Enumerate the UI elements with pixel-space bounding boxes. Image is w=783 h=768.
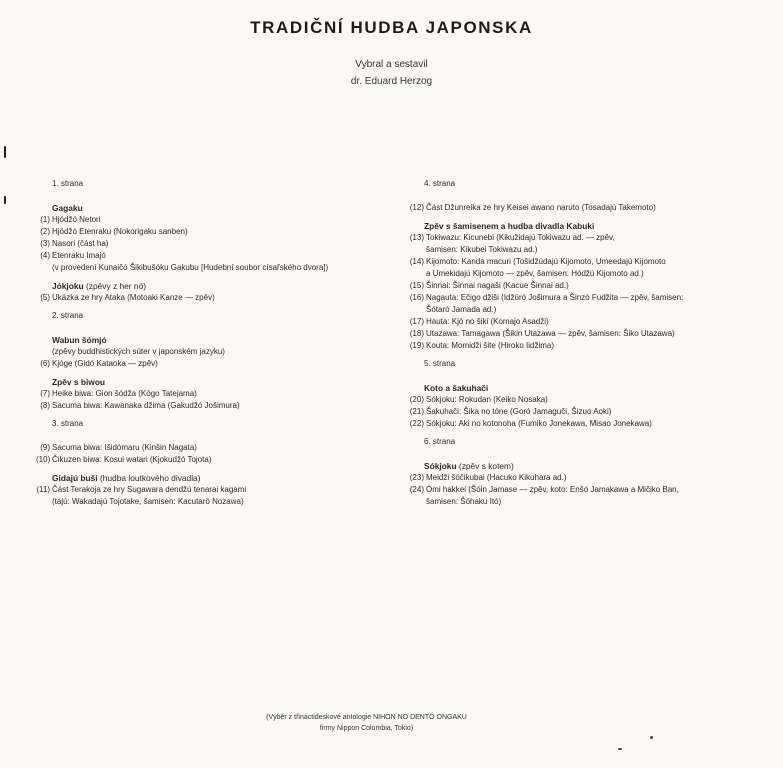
track-text: Kijomoto: Kanda macuri (Tošidžúdajú Kijomoto, Umeedajú Kijomoto xyxy=(426,257,666,266)
track-item xyxy=(36,292,386,304)
track-item xyxy=(408,232,748,244)
track-number: (10) xyxy=(36,455,51,464)
track-text: (zpěvy buddhistických súter v japonském jazyku) xyxy=(52,347,225,356)
page-title: TRADIČNÍ HUDBA JAPONSKA xyxy=(250,18,533,37)
track-text: Ómi hakkei (Šóin Jamase — zpěv, koto: Enšó Jamakawa a Mičiko Ban, xyxy=(426,485,679,494)
track-section xyxy=(36,334,386,370)
track-text: Ukázka ze hry Ataka (Motoaki Kanze — zpěv) xyxy=(52,293,215,302)
section-heading-title: Sókjoku xyxy=(424,461,457,471)
crop-mark xyxy=(4,196,6,204)
track-number: (14) xyxy=(409,257,424,266)
track-item xyxy=(408,256,748,268)
track-item xyxy=(36,250,386,262)
track-text: šamisen: Kikubei Tokiwazu ad.) xyxy=(426,245,538,254)
track-number: (1) xyxy=(40,215,50,224)
track-number: (17) xyxy=(409,317,424,326)
track-item xyxy=(36,226,386,238)
record-side-label: 3. strana xyxy=(52,419,84,428)
section-heading xyxy=(424,220,748,232)
section-heading xyxy=(52,334,386,346)
track-text: Kouta: Momidži šite (Hiroko Iidžima) xyxy=(426,341,555,350)
track-number: (7) xyxy=(40,389,50,398)
track-item xyxy=(408,316,748,328)
section-heading-title: Koto a šakuhači xyxy=(424,383,489,393)
section-heading xyxy=(424,460,748,472)
track-number: (18) xyxy=(409,329,424,338)
track-number: (4) xyxy=(40,251,50,260)
section-heading xyxy=(52,280,386,292)
track-section xyxy=(36,376,386,412)
track-item xyxy=(36,262,386,274)
track-number: (16) xyxy=(409,293,424,302)
track-text: Hjódžó Netori xyxy=(52,215,101,224)
track-number: (9) xyxy=(40,443,50,452)
track-text: Heike biwa: Gion šódža (Kógo Tatejama) xyxy=(52,389,197,398)
record-side-label: 5. strana xyxy=(424,359,456,368)
track-item xyxy=(36,484,386,496)
track-item xyxy=(408,394,748,406)
section-heading-title: Wabun šómjó xyxy=(52,335,107,345)
track-item xyxy=(408,280,748,292)
record-side-label: 4. strana xyxy=(424,179,456,188)
track-number: (23) xyxy=(409,473,424,482)
section-heading-title: Zpěv s šamisenem a hudba divadla Kabuki xyxy=(424,221,595,231)
track-number xyxy=(36,496,52,508)
track-number: (24) xyxy=(409,485,424,494)
track-text: Etenraku Imajó xyxy=(52,251,106,260)
track-number: (12) xyxy=(409,203,424,212)
track-item xyxy=(408,418,748,430)
section-heading-title: Jókjoku xyxy=(52,281,84,291)
track-item xyxy=(36,442,386,454)
track-text: Sókjoku: Rokudan (Keiko Nosaka) xyxy=(426,395,548,404)
track-section xyxy=(36,442,386,466)
track-text: Část Terakoja ze hry Sugawara dendžú tenarai kagami xyxy=(52,485,247,494)
track-number: (19) xyxy=(409,341,424,350)
track-section xyxy=(408,460,748,508)
track-item xyxy=(408,484,748,496)
track-number: (5) xyxy=(40,293,50,302)
track-text: Nagauta: Ečigo džiši (Idžúró Jošimura a Šinzó Fudžita — zpěv, šamisen: xyxy=(426,293,684,302)
track-item xyxy=(408,328,748,340)
track-section xyxy=(36,280,386,304)
track-number: (3) xyxy=(40,239,50,248)
track-section xyxy=(36,202,386,274)
crop-mark xyxy=(4,146,6,158)
track-text: šamisen: Šóhaku Itó) xyxy=(426,497,502,506)
section-heading-title: Gagaku xyxy=(52,203,83,213)
track-item xyxy=(408,202,748,214)
track-text: Sacuma biwa: Kawanaka džima (Gakudžó Jošimura) xyxy=(52,401,240,410)
track-text: Meidži šóčikubai (Hacuko Kikuhara ad.) xyxy=(426,473,567,482)
track-number xyxy=(36,262,52,274)
track-text: Část Džunreika ze hry Keisei awano naruto (Tosadajú Takemoto) xyxy=(426,203,656,212)
track-item xyxy=(408,340,748,352)
footer-line-1: (Výběr z třináctideskové antologie NIHON NO DENTÓ ONGAKU xyxy=(266,714,467,721)
speck-mark xyxy=(618,748,622,750)
track-text: Hjódžó Etenraku (Nokorigaku sanben) xyxy=(52,227,188,236)
record-side-label: 1. strana xyxy=(52,179,84,188)
track-number: (21) xyxy=(409,407,424,416)
record-side-label: 6. strana xyxy=(424,437,456,446)
credit-line-2: dr. Eduard Herzog xyxy=(350,76,433,87)
right-column xyxy=(408,178,748,514)
track-item xyxy=(408,268,748,280)
section-heading xyxy=(52,202,386,214)
track-text: (tajú: Wakadajú Tojotake, šamisen: Kacutaró Nozawa) xyxy=(52,497,244,506)
track-item xyxy=(408,406,748,418)
track-text: Sacuma biwa: Išidómaru (Kinšin Nagata) xyxy=(52,443,197,452)
track-text: Nasori (část ha) xyxy=(52,239,109,248)
credit-line-1: Vybral a sestavil xyxy=(355,59,428,70)
footer-note xyxy=(0,712,733,734)
track-number xyxy=(408,496,426,508)
track-text: a Umekidajú Kijomoto — zpěv, šamisen: Hódžú Kijomoto ad.) xyxy=(426,269,644,278)
track-text: Hauta: Kjó no šiki (Komajo Asadži) xyxy=(426,317,549,326)
track-item xyxy=(408,304,748,316)
speck-mark xyxy=(650,736,653,739)
track-number: (15) xyxy=(409,281,424,290)
track-number xyxy=(408,244,426,256)
track-item xyxy=(36,454,386,466)
track-text: Čikuzen biwa: Kosui watari (Kjokudžó Tojota) xyxy=(52,455,212,464)
track-number xyxy=(408,304,426,316)
track-number: (11) xyxy=(36,485,50,494)
track-section xyxy=(408,220,748,352)
record-side-label: 2. strana xyxy=(52,311,84,320)
track-item xyxy=(36,358,386,370)
track-text: Šótaró Jamada ad.) xyxy=(426,305,497,314)
track-item xyxy=(408,244,748,256)
track-number xyxy=(36,346,52,358)
section-heading-note: (hudba loutkového divadla) xyxy=(99,473,201,483)
track-text: Tokiwazu: Kicunebi (Kikužidajú Tokiwazu ad. — zpěv, xyxy=(426,233,615,242)
track-item xyxy=(408,496,748,508)
track-text: Šakuhači: Šika no tóne (Goró Jamaguči, Šizuo Aoki) xyxy=(426,407,612,416)
track-item xyxy=(36,496,386,508)
section-heading-note: (zpěv s kotem) xyxy=(458,461,514,471)
track-item xyxy=(36,214,386,226)
footer-line-2: firmy Nippon Columbia, Tokio) xyxy=(319,725,414,732)
left-column xyxy=(36,178,386,514)
track-number: (13) xyxy=(409,233,424,242)
track-item xyxy=(36,388,386,400)
track-text: Kjóge (Gidó Kataoka — zpěv) xyxy=(52,359,158,368)
track-section xyxy=(408,202,748,214)
track-text: (v provedení Kunaičó Šikibušóku Gakubu [Hudební soubor císařského dvora]) xyxy=(52,263,329,272)
track-item xyxy=(408,292,748,304)
track-section xyxy=(36,472,386,508)
track-number: (20) xyxy=(409,395,424,404)
track-text: Sókjoku: Aki no kotonoha (Fumiko Jonekawa, Misao Jonekawa) xyxy=(426,419,652,428)
track-item xyxy=(408,472,748,484)
section-heading xyxy=(424,382,748,394)
track-item xyxy=(36,400,386,412)
track-text: Utazawa: Tamagawa (Šikin Utazawa — zpěv, šamisen: Šiko Utazawa) xyxy=(426,329,675,338)
track-number: (8) xyxy=(40,401,50,410)
section-heading xyxy=(52,472,386,484)
track-section xyxy=(408,382,748,430)
track-number: (22) xyxy=(409,419,424,428)
section-heading xyxy=(52,376,386,388)
track-item xyxy=(36,238,386,250)
track-number: (2) xyxy=(40,227,50,236)
section-heading-title: Zpěv s biwou xyxy=(52,377,106,387)
section-heading-title: Gidajú buši xyxy=(52,473,98,483)
track-number xyxy=(408,268,426,280)
track-number: (6) xyxy=(40,359,50,368)
section-heading-note: (zpěvy z her nó) xyxy=(85,281,147,291)
track-text: Šinnai: Šinnai nagaši (Kacue Šinnai ad.) xyxy=(426,281,569,290)
track-item xyxy=(36,346,386,358)
